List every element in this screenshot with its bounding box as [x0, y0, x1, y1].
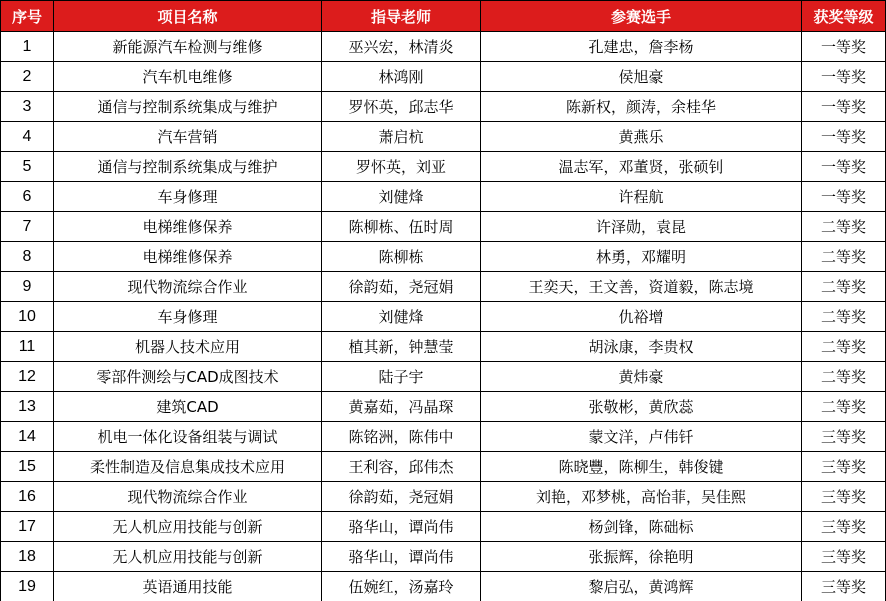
project-name-cell: 柔性制造及信息集成技术应用 [54, 452, 322, 482]
advisor-cell: 骆华山，谭尚伟 [322, 542, 481, 572]
participants-cell: 仇裕增 [481, 302, 802, 332]
serial-number-cell: 10 [1, 302, 54, 332]
table-row [1, 152, 886, 182]
award-level-cell: 一等奖 [802, 92, 886, 122]
award-level-cell: 一等奖 [802, 62, 886, 92]
table-row [1, 572, 886, 601]
project-name-cell: 车身修理 [54, 182, 322, 212]
participants-cell: 刘艳，邓梦桃，高怡菲，吴佳熙 [481, 482, 802, 512]
serial-number-cell: 16 [1, 482, 54, 512]
participants-cell: 陈新权，颜涛，余桂华 [481, 92, 802, 122]
project-name-cell: 车身修理 [54, 302, 322, 332]
header-participants: 参赛选手 [481, 1, 802, 32]
project-name-cell: 汽车营销 [54, 122, 322, 152]
table-row [1, 242, 886, 272]
advisor-cell: 伍婉红，汤嘉玲 [322, 572, 481, 601]
advisor-cell: 刘健烽 [322, 302, 481, 332]
advisor-cell: 罗怀英，刘亚 [322, 152, 481, 182]
project-name-cell: 现代物流综合作业 [54, 482, 322, 512]
project-name-cell: 通信与控制系统集成与维护 [54, 92, 322, 122]
advisor-cell: 骆华山，谭尚伟 [322, 512, 481, 542]
serial-number-cell: 19 [1, 572, 54, 601]
table-row [1, 362, 886, 392]
award-level-cell: 二等奖 [802, 302, 886, 332]
advisor-cell: 徐韵茹，尧冠娟 [322, 272, 481, 302]
project-name-cell: 电梯维修保养 [54, 212, 322, 242]
project-name-cell: 英语通用技能 [54, 572, 322, 601]
award-level-cell: 二等奖 [802, 332, 886, 362]
award-level-cell: 一等奖 [802, 182, 886, 212]
participants-cell: 杨剑锋，陈础标 [481, 512, 802, 542]
project-name-cell: 无人机应用技能与创新 [54, 512, 322, 542]
project-name-cell: 机电一体化设备组装与调试 [54, 422, 322, 452]
participants-cell: 张振辉，徐艳明 [481, 542, 802, 572]
participants-cell: 黎启弘，黄鸿辉 [481, 572, 802, 601]
participants-cell: 许泽勋，袁昆 [481, 212, 802, 242]
participants-cell: 张敬彬，黄欣蕊 [481, 392, 802, 422]
participants-cell: 黄炜豪 [481, 362, 802, 392]
serial-number-cell: 8 [1, 242, 54, 272]
table-row [1, 422, 886, 452]
table-row [1, 452, 886, 482]
header-award-level: 获奖等级 [802, 1, 886, 32]
project-name-cell: 新能源汽车检测与维修 [54, 32, 322, 62]
table-row [1, 122, 886, 152]
participants-cell: 许程航 [481, 182, 802, 212]
serial-number-cell: 5 [1, 152, 54, 182]
header-serial-number: 序号 [1, 1, 54, 32]
serial-number-cell: 11 [1, 332, 54, 362]
table-row [1, 512, 886, 542]
serial-number-cell: 17 [1, 512, 54, 542]
participants-cell: 黄燕乐 [481, 122, 802, 152]
participants-cell: 林勇，邓耀明 [481, 242, 802, 272]
table-row [1, 482, 886, 512]
project-name-cell: 现代物流综合作业 [54, 272, 322, 302]
serial-number-cell: 7 [1, 212, 54, 242]
advisor-cell: 林鸿刚 [322, 62, 481, 92]
serial-number-cell: 9 [1, 272, 54, 302]
table-row [1, 62, 886, 92]
serial-number-cell: 14 [1, 422, 54, 452]
project-name-cell: 机器人技术应用 [54, 332, 322, 362]
advisor-cell: 巫兴宏，林清炎 [322, 32, 481, 62]
table-row [1, 272, 886, 302]
table-row [1, 92, 886, 122]
award-level-cell: 三等奖 [802, 512, 886, 542]
table-body [1, 32, 886, 601]
table-row [1, 182, 886, 212]
advisor-cell: 植其新，钟慧莹 [322, 332, 481, 362]
advisor-cell: 罗怀英，邱志华 [322, 92, 481, 122]
advisor-cell: 陆子宇 [322, 362, 481, 392]
award-level-cell: 一等奖 [802, 122, 886, 152]
table-row [1, 212, 886, 242]
award-level-cell: 二等奖 [802, 212, 886, 242]
project-name-cell: 汽车机电维修 [54, 62, 322, 92]
participants-cell: 王奕天，王文善，资道毅，陈志境 [481, 272, 802, 302]
project-name-cell: 零部件测绘与CAD成图技术 [54, 362, 322, 392]
advisor-cell: 徐韵茹，尧冠娟 [322, 482, 481, 512]
project-name-cell: 建筑CAD [54, 392, 322, 422]
header-row [1, 1, 886, 32]
advisor-cell: 陈柳栋 [322, 242, 481, 272]
table-row [1, 332, 886, 362]
award-level-cell: 三等奖 [802, 452, 886, 482]
advisor-cell: 陈柳栋、伍时周 [322, 212, 481, 242]
advisor-cell: 萧启杭 [322, 122, 481, 152]
serial-number-cell: 13 [1, 392, 54, 422]
table-row [1, 302, 886, 332]
award-level-cell: 二等奖 [802, 362, 886, 392]
advisor-cell: 陈铭洲，陈伟中 [322, 422, 481, 452]
serial-number-cell: 12 [1, 362, 54, 392]
table-header [1, 1, 886, 32]
serial-number-cell: 4 [1, 122, 54, 152]
serial-number-cell: 1 [1, 32, 54, 62]
participants-cell: 温志军，邓董贤，张硕钊 [481, 152, 802, 182]
advisor-cell: 王利容，邱伟杰 [322, 452, 481, 482]
participants-cell: 胡泳康，李贵权 [481, 332, 802, 362]
header-project-name: 项目名称 [54, 1, 322, 32]
serial-number-cell: 15 [1, 452, 54, 482]
table-row [1, 542, 886, 572]
serial-number-cell: 18 [1, 542, 54, 572]
advisor-cell: 黄嘉茹，冯晶琛 [322, 392, 481, 422]
award-level-cell: 三等奖 [802, 572, 886, 601]
serial-number-cell: 2 [1, 62, 54, 92]
header-advisor: 指导老师 [322, 1, 481, 32]
award-level-cell: 二等奖 [802, 242, 886, 272]
award-level-cell: 二等奖 [802, 272, 886, 302]
award-level-cell: 一等奖 [802, 152, 886, 182]
award-level-cell: 三等奖 [802, 422, 886, 452]
table-row [1, 32, 886, 62]
award-level-cell: 三等奖 [802, 542, 886, 572]
award-level-cell: 三等奖 [802, 482, 886, 512]
participants-cell: 孔建忠，詹李杨 [481, 32, 802, 62]
participants-cell: 蒙文洋，卢伟钎 [481, 422, 802, 452]
project-name-cell: 电梯维修保养 [54, 242, 322, 272]
advisor-cell: 刘健烽 [322, 182, 481, 212]
award-level-cell: 一等奖 [802, 32, 886, 62]
serial-number-cell: 3 [1, 92, 54, 122]
project-name-cell: 通信与控制系统集成与维护 [54, 152, 322, 182]
participants-cell: 陈晓豐，陈柳生，韩俊键 [481, 452, 802, 482]
award-level-cell: 二等奖 [802, 392, 886, 422]
participants-cell: 侯旭豪 [481, 62, 802, 92]
project-name-cell: 无人机应用技能与创新 [54, 542, 322, 572]
table-row [1, 392, 886, 422]
serial-number-cell: 6 [1, 182, 54, 212]
